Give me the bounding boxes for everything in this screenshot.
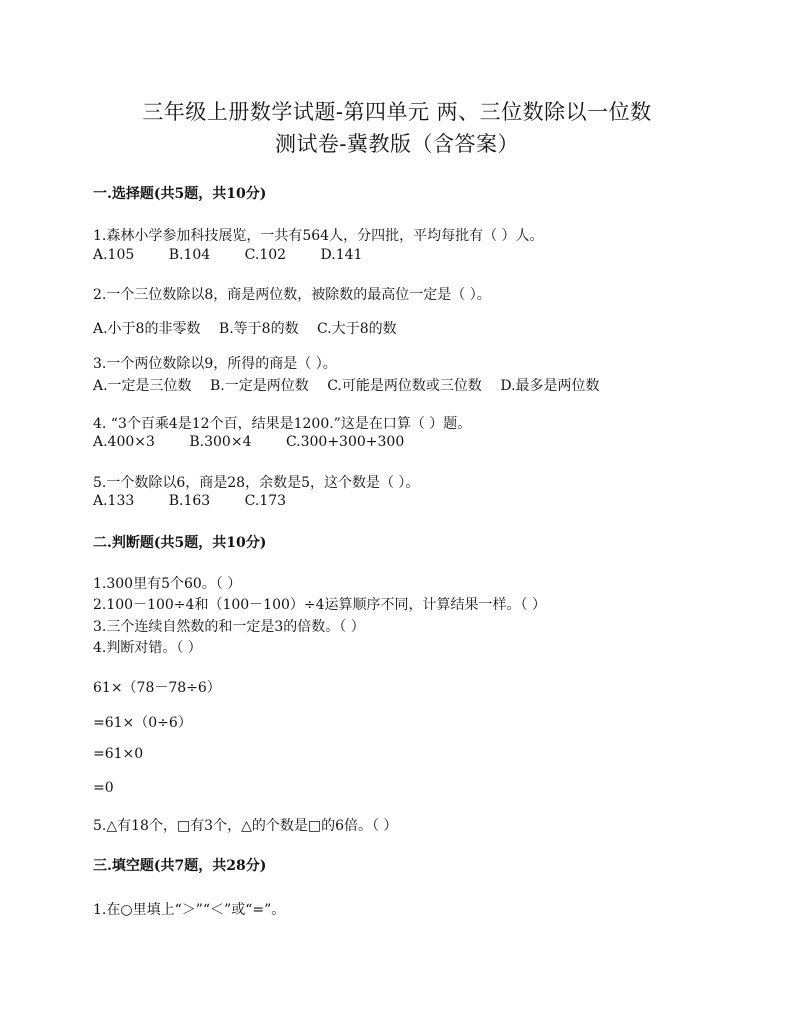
section-heading-choice: 一.选择题(共5题，共10分) — [93, 186, 267, 202]
question-1-5-options — [93, 493, 316, 509]
calc-step-2: =61×（0÷6） — [93, 715, 192, 731]
page-title-line-2: 测试卷-冀教版（含答案） — [274, 132, 520, 156]
question-1-4-options — [93, 434, 434, 450]
option-b: B.163 — [168, 493, 211, 509]
option-d: D.最多是两位数 — [500, 378, 600, 394]
judge-item-4: 4.判断对错。（ ） — [93, 640, 202, 656]
judge-item-5: 5.△有18个，□有3个，△的个数是□的6倍。（ ） — [93, 818, 398, 834]
calc-step-3: =61×0 — [93, 746, 144, 762]
judge-item-2: 2.100－100÷4和（100－100）÷4运算顺序不同，计算结果一样。（ ） — [93, 597, 546, 613]
question-1-4: 4. “3个百乘4是12个百，结果是1200.”这是在口算（ ）题。 — [93, 416, 472, 432]
option-a: A.一定是三位数 — [93, 378, 192, 394]
option-c: C.300+300+300 — [285, 434, 405, 450]
question-1-2-options — [93, 318, 411, 338]
option-c: C.大于8的数 — [317, 321, 397, 337]
option-b: B.300×4 — [189, 434, 252, 450]
section-heading-fill: 三.填空题(共7题，共28分) — [93, 858, 267, 874]
option-c: C.可能是两位数或三位数 — [327, 378, 482, 394]
option-b: B.等于8的数 — [218, 321, 299, 337]
option-b: B.一定是两位数 — [210, 378, 309, 394]
judge-item-1: 1.300里有5个60。（ ） — [93, 576, 242, 592]
option-a: A.105 — [93, 247, 135, 263]
fill-question-1: 1.在○里填上“＞”“＜”或“=”。 — [93, 902, 286, 918]
option-b: B.104 — [168, 247, 211, 263]
option-a: A.400×3 — [93, 434, 155, 450]
option-c: C.102 — [244, 247, 287, 263]
question-1-1: 1.森林小学参加科技展览，一共有564人，分四批，平均每批有（ ）人。 — [93, 228, 544, 244]
section-heading-judge: 二.判断题(共5题，共10分) — [93, 535, 267, 551]
option-a: A.133 — [93, 493, 135, 509]
option-c: C.173 — [244, 493, 287, 509]
question-1-3: 3.一个两位数除以9，所得的商是（ ）。 — [93, 356, 337, 372]
question-1-3-options — [93, 375, 614, 395]
question-1-1-options — [93, 247, 392, 263]
option-d: D.141 — [320, 247, 363, 263]
question-1-5: 5.一个数除以6，商是28，余数是5，这个数是（ ）。 — [93, 475, 420, 491]
option-a: A.小于8的非零数 — [93, 321, 201, 337]
page-title-line-1: 三年级上册数学试题-第四单元 两、三位数除以一位数 — [142, 100, 652, 124]
calc-step-1: 61×（78－78÷6） — [93, 680, 221, 696]
question-1-2: 2.一个三位数除以8，商是两位数，被除数的最高位一定是（ ）。 — [93, 287, 491, 303]
judge-item-3: 3.三个连续自然数的和一定是3的倍数。（ ） — [93, 619, 365, 635]
calc-step-4: =0 — [93, 780, 114, 796]
